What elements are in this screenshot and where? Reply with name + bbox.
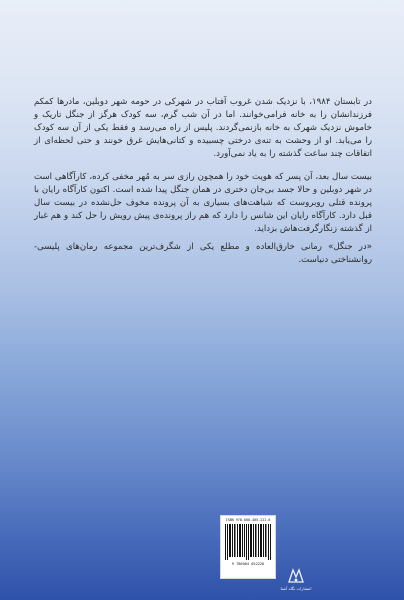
isbn-barcode <box>220 515 276 579</box>
synopsis-paragraph-1: در تابستان ۱۹۸۴، با نزدیک شدن غروب آفتاب در شهرکی در حومه شهر دوبلین، مادرها کمکم فرزندانشان را به خانه فرامی‌خوانند. اما در آن شب گرم، سه کودک هرگز از جنگل تاریک و خاموش نزدیک شهرک به خانه بازنمی‌گردند. پلیس از راه می‌رسد و فقط یکی از آن سه کودک را می‌یابد. او از وحشت به تنه‌ی درختی چسبیده و کتانی‌هایش غرق خونند و حتی لحظه‌ای از اتفاقات چند ساعت گذشته را به یاد نمی‌آورد. <box>34 97 372 159</box>
publisher-name: انتشارات نگاه آشنا <box>280 586 312 591</box>
barcode-bars-icon <box>225 524 271 560</box>
publisher-logo <box>276 568 316 594</box>
synopsis-text <box>34 96 372 272</box>
isbn-label: ISBN 978-600-405-222-6 <box>225 518 271 522</box>
synopsis-paragraph-3: «در جنگل» رمانی خارق‌العاده و مطلع یکی از شگرف‌ترین مجموعه رمان‌های پلیسی- روانشناختی دنیاست. <box>34 242 372 265</box>
synopsis-paragraph-2: بیست سال بعد، آن پسر که هویت خود را همچون رازی سر به مُهر مخفی کرده، کارآگاهی است در شهر دوبلین و حالا جسد بی‌جان دختری در همان جنگل پیدا شده است. اکنون کارآگاه رایان با پرونده قتلی روبروست که شباهت‌های بسیاری به آن پرونده مخوف حل‌نشده در بیست سال قبل دارد. کارآگاه رایان این شانس را دارد که هم راز پرونده‌ی پیش رویش را حل کند و هم غبار از گذشته زنگارگرفت‌هاش بزداید. <box>34 172 372 234</box>
publisher-mark-icon <box>287 568 305 584</box>
isbn-digits: 9 786004 052226 <box>231 562 265 566</box>
